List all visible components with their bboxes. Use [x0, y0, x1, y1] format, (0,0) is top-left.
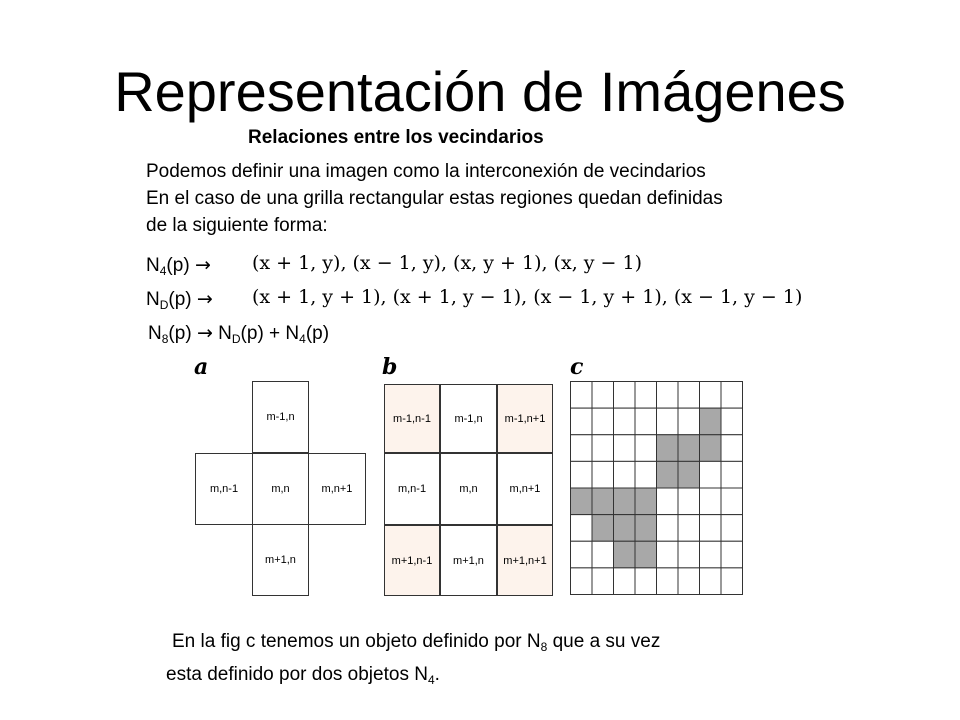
figure-c-grid — [570, 381, 743, 595]
pixel-filled — [571, 488, 593, 515]
pixel-empty — [721, 461, 743, 488]
pixel-empty — [592, 435, 614, 462]
pixel-empty — [700, 461, 722, 488]
n8-subscript: 8 — [161, 332, 169, 346]
pixel-empty — [700, 382, 722, 409]
pixel-filled — [678, 435, 700, 462]
pixel-empty — [571, 461, 593, 488]
pixel-empty — [678, 541, 700, 568]
pixel-empty — [571, 382, 593, 409]
cell-center: m,n — [252, 453, 309, 525]
n4-subscript: 4 — [159, 264, 167, 278]
pixel-empty — [635, 568, 657, 595]
conclusion-line-2 — [166, 658, 806, 691]
n4-argument: (p) — [305, 323, 330, 344]
nd-argument: (p) + — [240, 323, 286, 344]
pixel-empty — [614, 435, 636, 462]
pixel-empty — [657, 408, 679, 435]
cell-top: m-1,n — [252, 381, 309, 453]
n4-relation-label — [146, 254, 211, 277]
conclusion-text — [166, 625, 812, 691]
cell-b-2-0: m+1,n-1 — [384, 525, 440, 596]
pixel-empty — [700, 541, 722, 568]
pixel-empty — [592, 408, 614, 435]
n8-relation — [148, 322, 329, 345]
pixel-empty — [678, 568, 700, 595]
n4-argument: (p) — [166, 255, 190, 276]
section-subtitle: Relaciones entre los vecindarios — [248, 127, 544, 148]
conclusion-line-2-subscript: 4 — [427, 673, 435, 687]
cell-b-0-0: m-1,n-1 — [384, 384, 440, 453]
pixel-empty — [592, 541, 614, 568]
pixel-empty — [721, 382, 743, 409]
pixel-filled — [700, 408, 722, 435]
pixel-empty — [614, 461, 636, 488]
pixel-grid-svg — [570, 381, 743, 595]
pixel-empty — [571, 568, 593, 595]
pixel-empty — [657, 515, 679, 542]
cell-b-2-1: m+1,n — [440, 525, 497, 596]
cell-b-0-1: m-1,n — [440, 384, 497, 453]
nd-formula: (x + 1, y + 1), (x + 1, y − 1), (x − 1, y + 1), (x − 1, y − 1) — [252, 286, 803, 308]
conclusion-line-1-text: En la fig c tenemos un objeto definido por N — [172, 631, 541, 652]
conclusion-line-1-tail: que a su vez — [547, 631, 661, 652]
pixel-filled — [635, 515, 657, 542]
cell-bottom: m+1,n — [252, 524, 309, 596]
pixel-empty — [721, 408, 743, 435]
pixel-filled — [678, 461, 700, 488]
nd-symbol: N — [146, 289, 160, 310]
nd-subscript: D — [159, 298, 169, 312]
n4-subscript: 4 — [299, 332, 306, 346]
pixel-filled — [592, 488, 614, 515]
pixel-filled — [614, 488, 636, 515]
pixel-empty — [721, 568, 743, 595]
n8-symbol: N — [148, 323, 162, 344]
cell-right: m,n+1 — [308, 453, 366, 525]
figure-c-letter: c — [570, 354, 584, 380]
pixel-empty — [721, 541, 743, 568]
pixel-filled — [614, 541, 636, 568]
pixel-empty — [678, 488, 700, 515]
conclusion-line-1-subscript: 8 — [540, 640, 548, 654]
arrow-icon: → — [196, 288, 213, 310]
pixel-empty — [635, 435, 657, 462]
pixel-empty — [592, 461, 614, 488]
conclusion-line-1 — [172, 625, 812, 658]
pixel-empty — [614, 568, 636, 595]
pixel-filled — [635, 541, 657, 568]
pixel-filled — [700, 435, 722, 462]
pixel-empty — [571, 435, 593, 462]
conclusion-line-2-text: esta definido por dos objetos N — [166, 664, 428, 685]
pixel-empty — [678, 382, 700, 409]
arrow-icon: → — [194, 254, 211, 276]
pixel-empty — [721, 515, 743, 542]
cell-b-1-2: m,n+1 — [497, 453, 553, 525]
pixel-empty — [571, 515, 593, 542]
cell-b-0-2: m-1,n+1 — [497, 384, 553, 453]
intro-paragraph: Podemos definir una imagen como la interconexión de vecindarios En el caso de una grilla rectangular estas regiones quedan definidas de la siguiente forma: — [146, 161, 723, 236]
pixel-empty — [700, 568, 722, 595]
figure-b-letter: b — [382, 354, 398, 380]
pixel-filled — [614, 515, 636, 542]
pixel-filled — [592, 515, 614, 542]
pixel-empty — [635, 382, 657, 409]
conclusion-line-2-tail: . — [434, 664, 440, 685]
pixel-filled — [657, 435, 679, 462]
pixel-empty — [657, 541, 679, 568]
n4-symbol: N — [146, 255, 160, 276]
pixel-empty — [721, 435, 743, 462]
cell-b-1-1: m,n — [440, 453, 497, 525]
nd-argument: (p) — [168, 289, 192, 310]
pixel-empty — [635, 408, 657, 435]
nd-relation-label — [146, 288, 213, 311]
pixel-empty — [678, 515, 700, 542]
nd-subscript: D — [231, 332, 241, 346]
pixel-empty — [721, 488, 743, 515]
n4-symbol: N — [285, 323, 300, 344]
pixel-filled — [657, 461, 679, 488]
cell-left: m,n-1 — [195, 453, 253, 525]
pixel-empty — [657, 488, 679, 515]
pixel-empty — [614, 382, 636, 409]
page-title: Representación de Imágenes — [114, 60, 846, 123]
nd-symbol: N — [218, 323, 232, 344]
arrow-icon: → — [196, 322, 213, 344]
pixel-empty — [657, 382, 679, 409]
pixel-empty — [700, 515, 722, 542]
pixel-empty — [592, 568, 614, 595]
pixel-empty — [592, 382, 614, 409]
pixel-empty — [700, 488, 722, 515]
pixel-filled — [635, 488, 657, 515]
cell-b-2-2: m+1,n+1 — [497, 525, 553, 596]
pixel-empty — [678, 408, 700, 435]
pixel-empty — [635, 461, 657, 488]
pixel-empty — [571, 408, 593, 435]
n4-formula: (x + 1, y), (x − 1, y), (x, y + 1), (x, y − 1) — [252, 252, 643, 274]
figure-a-letter: a — [194, 354, 209, 380]
n8-argument: (p) — [168, 323, 192, 344]
pixel-empty — [571, 541, 593, 568]
pixel-empty — [614, 408, 636, 435]
cell-b-1-0: m,n-1 — [384, 453, 440, 525]
pixel-empty — [657, 568, 679, 595]
